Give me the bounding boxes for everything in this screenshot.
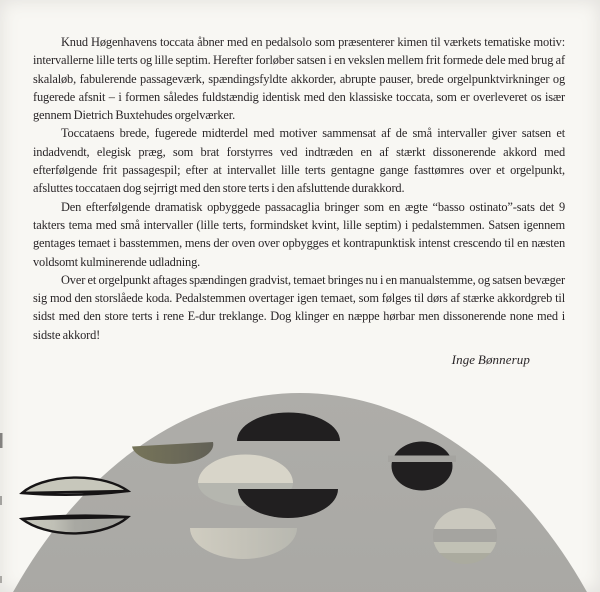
paragraph-2: Toccataens brede, fugerede midterdel med motiver sammensat af de små intervaller giver satsen et indadvendt, elegisk præg, som brat forstyrres ved indtræden en af stærkt dissonerende akkord med efterfølgende frit passagespil; efter at intervallet lille terts gentagne gange fasttømres over et orgelpunkt, afsluttes toccataen dog sejrrigt med den store terts i den afsluttende durakkord. [33, 126, 565, 196]
band-gap [433, 529, 497, 542]
author-signature: Inge Bønnerup [451, 352, 530, 368]
liner-notes-text [33, 33, 565, 369]
scan-artifact [0, 496, 2, 505]
band-mid [433, 542, 497, 553]
black-striped-circle [392, 442, 453, 491]
abstract-illustration [0, 380, 600, 592]
scan-artifact [0, 576, 2, 583]
circle-gray-slit [388, 456, 456, 463]
paragraph-3: Den efterfølgende dramatisk opbyggede passacaglia bringer som en ægte “basso ostinato”-sats det 9 takters tema med små intervaller (lille terts, formindsket kvint, lille septim) i pedalstemmen. Satsen igennem gentages temaet i basstemmen, mens der oven over opbygges et kontrapunktisk intenst crescendo til en næsten voldsomt kulminerende udladning. [33, 199, 565, 269]
paragraph-4: Over et orgelpunkt aftages spændingen gradvist, temaet bringes nu i en manualstemme, og satsen bevæger sig mod den storslåede koda. Pedalstemmen overtager igen temaet, som følges til dørs af stærke akkordgreb til sidst med den store terts i rene E-dur treklange. Dog klinger en næppe hørbar men dissonerende none med i sidste akkord! [33, 272, 565, 342]
paragraph-1: Knud Høgenhavens toccata åbner med en pedalsolo som præsenterer kimen til værkets tematiske motiv: intervallerne lille terts og lille septim. Herefter forløber satsen i en vekslen mellem frit formede dele med brug af skalaløb, fabulerende passageværk, spændingsfyldte akkorder, abrupte pauser, brede orgelpunktvirkninger og fugerede afsnit – i formen således fuldstændig identisk med den klassiske toccata, som er overleveret os især gennem Dietrich Buxtehudes orgelværker. [33, 35, 565, 123]
scan-artifact [0, 433, 3, 448]
